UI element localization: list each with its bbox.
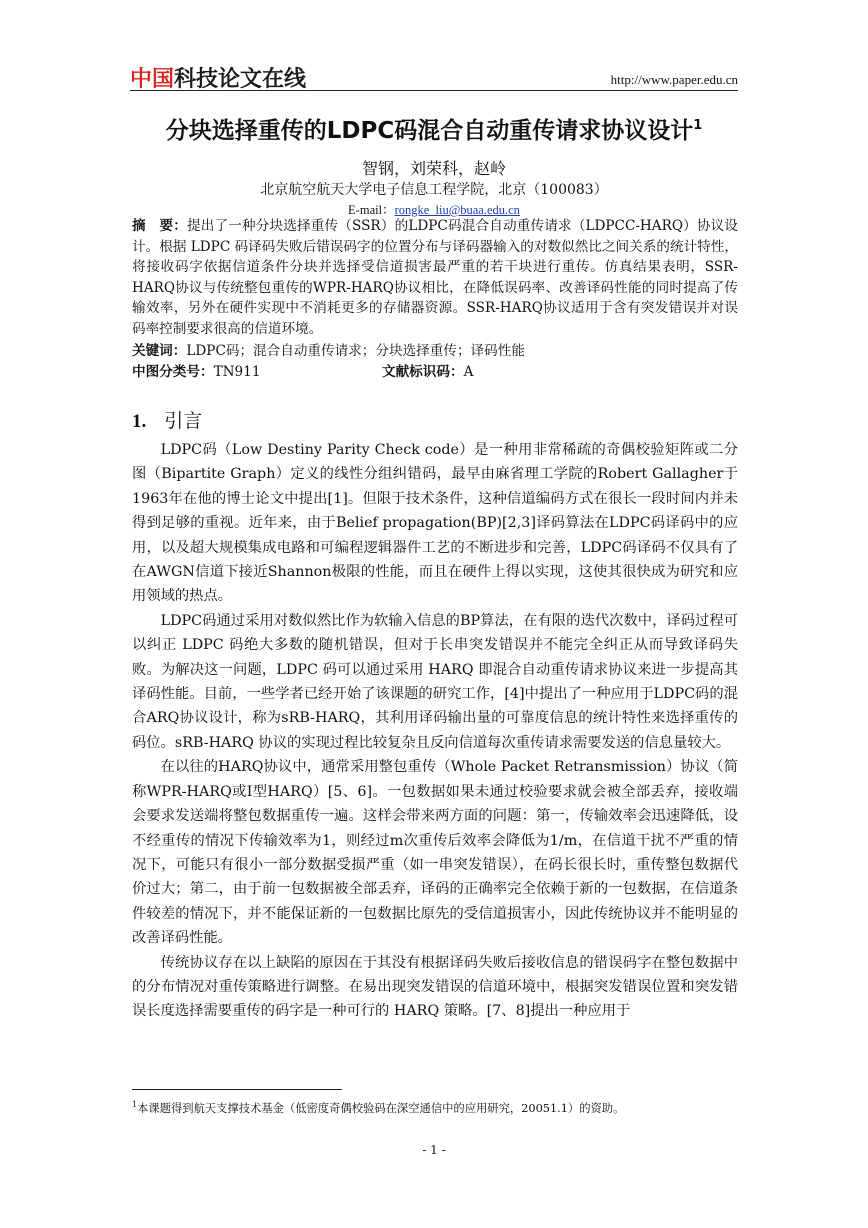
page-header [130,60,738,90]
header-divider [130,90,738,91]
body-paragraph: LDPC码通过采用对数似然比作为软输入信息的BP算法，在有限的迭代次数中，译码过程可以纠正 LDPC 码绝大多数的随机错误，但对于长串突发错误并不能完全纠正从而导致译码失败。为解决这一问题，LDPC 码可以通过采用 HARQ 即混合自动重传请求协议来进一步提高其译码性能。目前，一些学者已经开始了该课题的研究工作，[4]中提出了一种应用于LDPC码的混合ARQ协议设计，称为sRB-HARQ，其利用译码输出量的可靠度信息的统计特性来选择重传的码位。sRB-HARQ 协议的实现过程比较复杂且反向信道每次重传请求需要发送的信息量较大。 [132,612,738,751]
classification [132,360,738,380]
paper-title-text: 分块选择重传的LDPC码混合自动重传请求协议设计 [165,118,694,144]
paper-title [0,112,868,145]
email-link[interactable]: rongke_liu@buaa.edu.cn [394,203,520,217]
doc-value: A [463,364,474,380]
doc-code [382,360,473,380]
section-body [132,438,738,1024]
doc-label: 文献标识码： [382,364,464,380]
logo-dark-text: 科技论文在线 [174,67,307,92]
page-number: - 1 - [422,1143,446,1157]
journal-logo [130,62,306,93]
body-paragraph: 在以往的HARQ协议中，通常采用整包重传（Whole Packet Retransmission）协议（简称WPR-HARQ或I型HARQ）[5、6]。一包数据如果未通过校验要求就会被全部丢弃，接收端会要求发送端将整包数据重传一遍。这样会带来两方面的问题：第一，传输效率会迅速降低，设不经重传的情况下传输效率为1，则经过m次重传后效率会降低为1/m，在信道干扰不严重的情况下，可能只有很小一部分数据受损严重（如一串突发错误），在码长很长时，重传整包数据代价过大；第二，由于前一包数据被全部丢弃，译码的正确率完全依赖于新的一包数据，在信道条件较差的情况下，并不能保证新的一包数据比原先的受信道损害小，因此传统协议并不能明显的改善译码性能。 [132,759,738,947]
body-paragraph: 传统协议存在以上缺陷的原因在于其没有根据译码失败后接收信息的错误码字在整包数据中的分布情况对重传策略进行调整。在易出现突发错误的信道环境中，根据突发错误位置和突发错误长度选择需要重传的码字是一种可行的 HARQ 策略。[7、8]提出一种应用于 [132,954,738,1020]
body-paragraph: LDPC码（Low Destiny Parity Check code）是一种用非常稀疏的奇偶校验矩阵或二分图（Bipartite Graph）定义的线性分组纠错码，最早由麻省理工学院的Robert Gallagher于1963年在他的博士论文中提出[1]。但限于技术条件，这种信道编码方式在很长一段时间内并未得到足够的重视。近年来，由于Belief propagation(BP)[2,3]译码算法在LDPC码译码中的应用，以及超大规模集成电路和可编程逻辑器件工艺的不断进步和完善，LDPC码译码不仅具有了在AWGN信道下接近Shannon极限的性能，而且在硬件上得以实现，这使其很快成为研究和应用领域的热点。 [132,442,738,605]
keywords-text: LDPC码；混合自动重传请求；分块选择重传；译码性能 [186,343,525,359]
footnote-text: 本课题得到航天支撑技术基金（低密度奇偶校验码在深空通信中的应用研究，20051.1）的资助。 [137,1102,625,1115]
abstract-label: 摘 要： [132,218,188,234]
abstract [132,216,738,339]
section-title: 引言 [164,410,203,432]
section-heading [132,406,202,433]
footnote-mark: 1 [132,1100,138,1110]
clc-value: TN911 [213,364,261,380]
paper-affiliation: 北京航空航天大学电子信息工程学院，北京（100083） [260,182,608,198]
keywords-label: 关键词： [132,343,187,359]
logo-red-text: 中国 [130,67,175,92]
keywords [132,339,738,359]
email-label: E-mail： [348,203,395,217]
abstract-text: 提出了一种分块选择重传（SSR）的LDPC码混合自动重传请求（LDPCC-HARQ）协议设计。根据 LDPC 码译码失败后错误码字的位置分布与译码器输入的对数似然比之间关系的统计特性，将接收码字依据信道条件分块并选择受信道损害最严重的若干块进行重传。仿真结果表明，SSR-HARQ协议与传统整包重传的WPR-HARQ协议相比，在降低误码率、改善译码性能的同时提高了传输效率，另外在硬件实现中不消耗更多的存储器资源。SSR-HARQ协议适用于含有突发错误并对误码率控制要求很高的信道环境。 [132,218,738,337]
title-footnote-mark: 1 [693,118,703,133]
section-number: 1. [132,411,147,432]
clc-label: 中图分类号： [132,364,214,380]
paper-authors: 智钢，刘荣科，赵岭 [361,159,506,178]
footnote-divider [132,1089,342,1090]
footnote [132,1100,738,1116]
header-url: http://www.paper.edu.cn [610,72,738,87]
